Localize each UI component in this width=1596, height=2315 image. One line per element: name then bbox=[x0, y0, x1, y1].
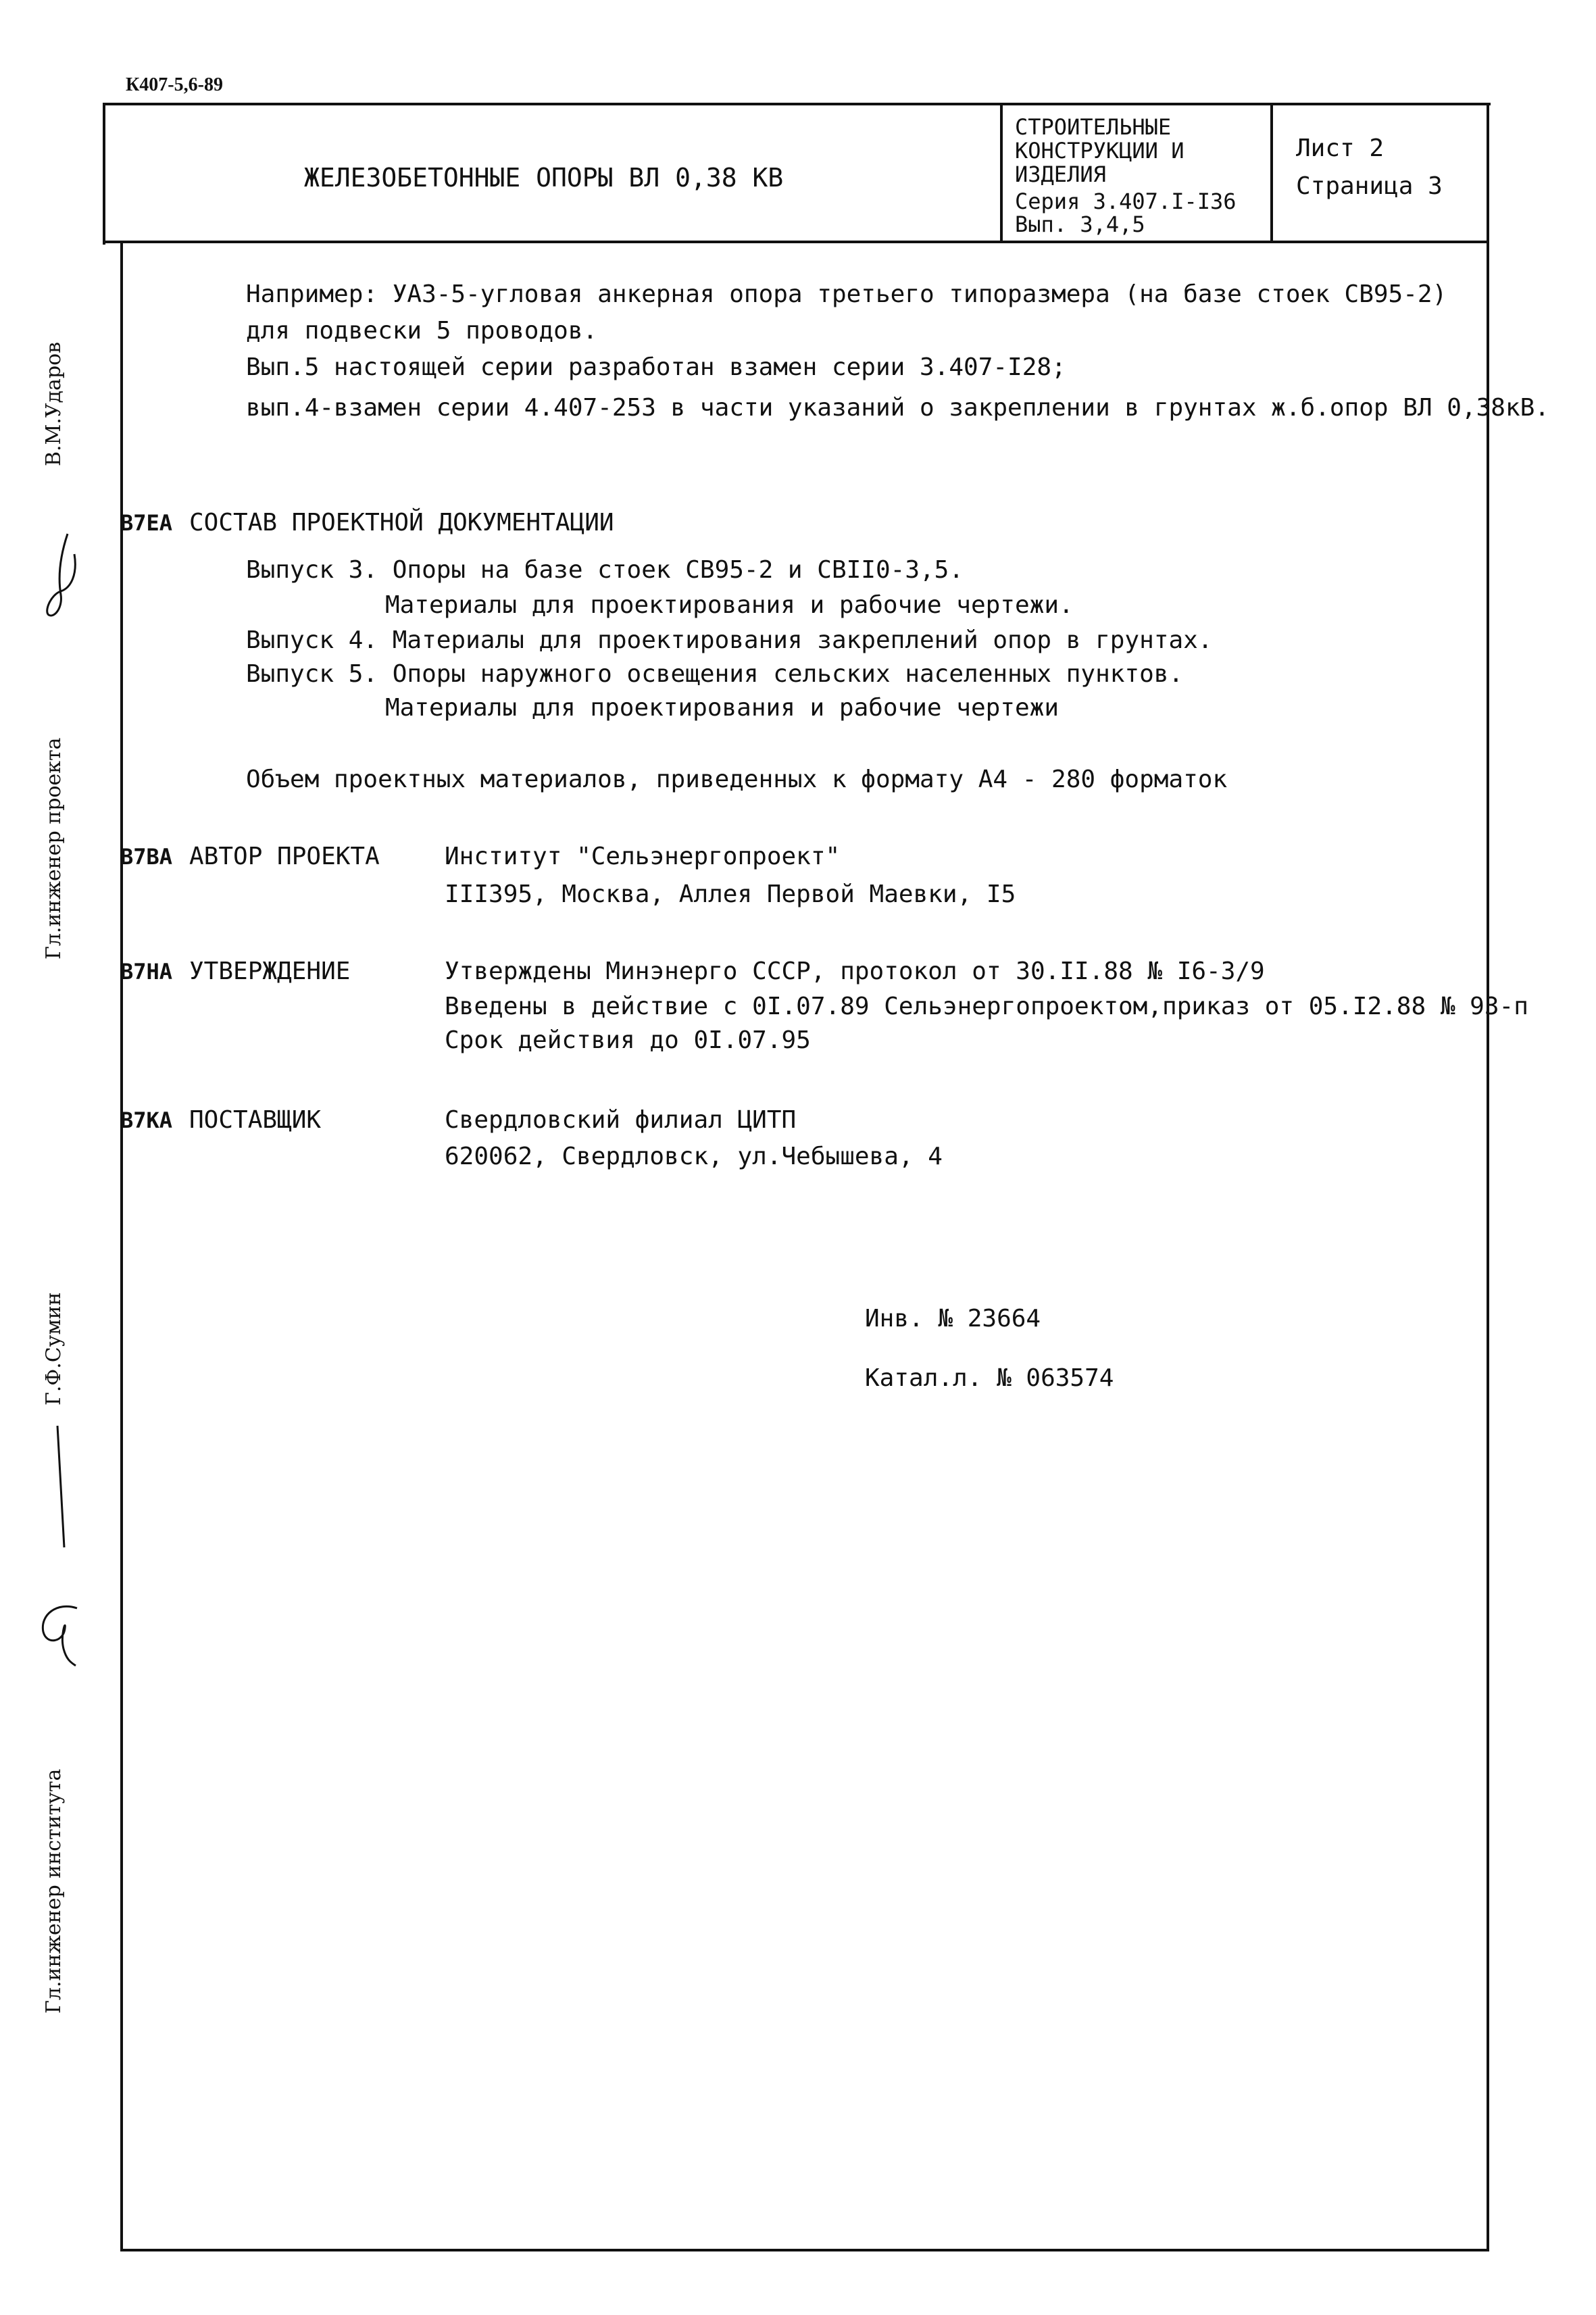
supplier-line: Свердловский филиал ЦИТП bbox=[445, 1106, 797, 1134]
signature-udarov bbox=[41, 527, 88, 628]
section-code: В7НА bbox=[120, 959, 173, 985]
side-name-udarov: В.М.Ударов bbox=[42, 341, 66, 466]
intro-line: для подвески 5 проводов. bbox=[246, 317, 598, 345]
composition-line: Выпуск 4. Материалы для проектирования закреплений опор в грунтах. bbox=[246, 626, 1213, 654]
approval-line: Утверждены Минэнерго СССР, протокол от 30.II.88 № I6-3/9 bbox=[445, 957, 1265, 985]
signature-sumin-line bbox=[41, 1419, 81, 1554]
frame-top-line bbox=[103, 103, 1491, 105]
stamp-bottom-line bbox=[103, 241, 1489, 243]
frame-left-line bbox=[103, 103, 105, 245]
document-code: К407-5,6-89 bbox=[126, 74, 223, 95]
section-code: В7ЕА bbox=[120, 510, 173, 536]
volume-line: Объем проектных материалов, приведенных к формату А4 - 280 форматок bbox=[246, 766, 1228, 793]
stamp-category-line: ИЗДЕЛИЯ bbox=[1015, 161, 1106, 187]
section-heading: ПОСТАВЩИК bbox=[189, 1106, 322, 1134]
intro-line: вып.4-взамен серии 4.407-253 в части указаний о закреплении в грунтах ж.б.опор ВЛ 0,38кВ. bbox=[246, 394, 1549, 422]
section-heading: АВТОР ПРОЕКТА bbox=[189, 843, 380, 870]
stamp-page: Страница 3 bbox=[1296, 172, 1443, 200]
composition-line: Материалы для проектирования и рабочие чертежи. bbox=[385, 591, 1074, 619]
signature-sumin bbox=[23, 1595, 91, 1669]
stamp-title: ЖЕЛЕЗОБЕТОННЫЕ ОПОРЫ ВЛ 0,38 КВ bbox=[304, 163, 784, 193]
stamp-divider bbox=[1000, 103, 1003, 242]
stamp-issues: Вып. 3,4,5 bbox=[1015, 211, 1145, 237]
intro-line: Вып.5 настоящей серии разработан взамен серии 3.407-I28; bbox=[246, 353, 1066, 381]
side-role-institute-engineer: Гл.инженер института bbox=[42, 1768, 66, 2014]
side-role-project-engineer: Гл.инженер проекта bbox=[42, 737, 66, 960]
side-name-sumin: Г.Ф.Сумин bbox=[42, 1292, 66, 1405]
stamp-sheet: Лист 2 bbox=[1296, 134, 1385, 162]
frame-bottom-line bbox=[120, 2249, 1489, 2251]
section-heading: УТВЕРЖДЕНИЕ bbox=[189, 957, 351, 985]
catalog-number: Катал.л. № 063574 bbox=[865, 1364, 1114, 1392]
section-code: В7ВА bbox=[120, 844, 173, 870]
approval-line: Срок действия до 0I.07.95 bbox=[445, 1026, 811, 1054]
frame-right-line bbox=[1487, 103, 1489, 2250]
section-code: В7КА bbox=[120, 1107, 173, 1133]
section-heading: СОСТАВ ПРОЕКТНОЙ ДОКУМЕНТАЦИИ bbox=[189, 509, 614, 537]
frame-left-inner-line bbox=[120, 243, 123, 2251]
stamp-divider bbox=[1270, 103, 1273, 242]
stamp-category-line: КОНСТРУКЦИИ И bbox=[1015, 138, 1184, 164]
composition-line: Материалы для проектирования и рабочие чертежи bbox=[385, 694, 1059, 722]
author-line: Институт "Сельэнергопроект" bbox=[445, 843, 841, 870]
composition-line: Выпуск 5. Опоры наружного освещения сельских населенных пунктов. bbox=[246, 660, 1184, 688]
intro-line: Например: УАЗ-5-угловая анкерная опора третьего типоразмера (на базе стоек СВ95-2) bbox=[246, 280, 1447, 308]
stamp-category-line: СТРОИТЕЛЬНЫЕ bbox=[1015, 114, 1172, 140]
composition-line: Выпуск 3. Опоры на базе стоек СВ95-2 и СВII0-3,5. bbox=[246, 556, 964, 584]
approval-line: Введены в действие с 0I.07.89 Сельэнергопроектом,приказ от 05.I2.88 № 93-п bbox=[445, 993, 1528, 1020]
inventory-number: Инв. № 23664 bbox=[865, 1305, 1041, 1333]
stamp-series: Серия 3.407.I-I36 bbox=[1015, 189, 1237, 214]
supplier-line: 620062, Свердловск, ул.Чебышева, 4 bbox=[445, 1143, 943, 1170]
author-line: III395, Москва, Аллея Первой Маевки, I5 bbox=[445, 880, 1016, 908]
